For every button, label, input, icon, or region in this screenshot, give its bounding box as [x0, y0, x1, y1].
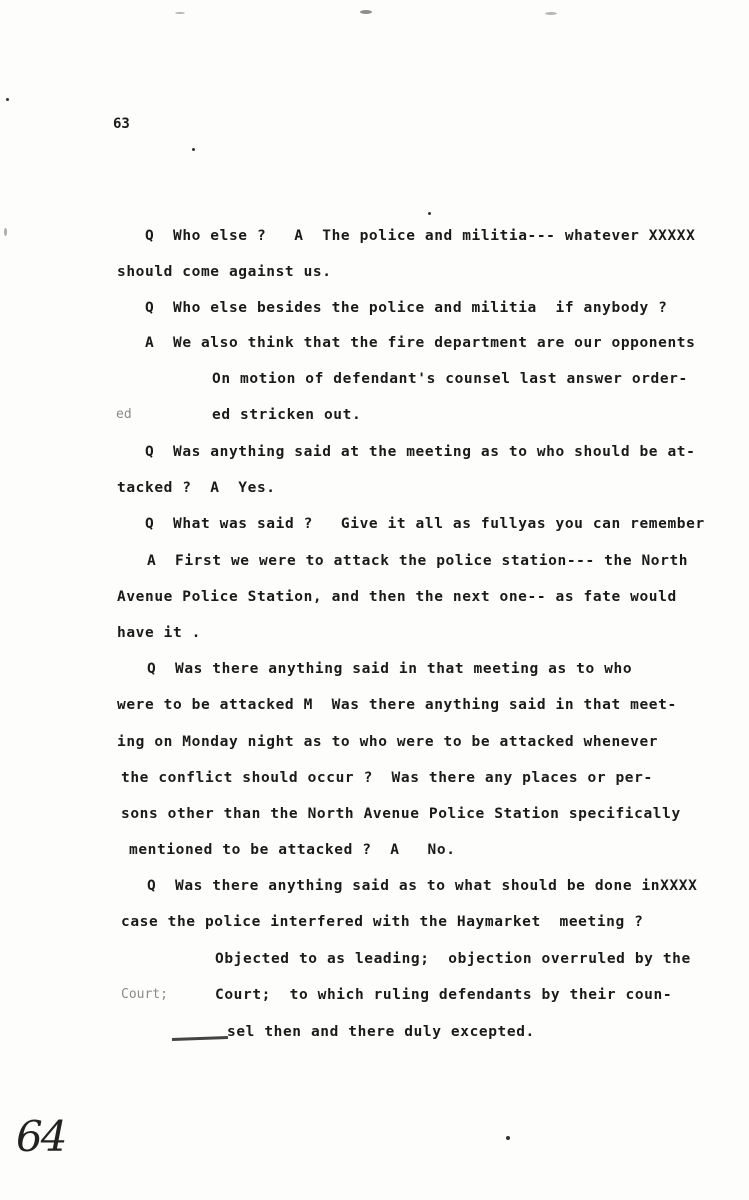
- text-line: sel then and there duly excepted.: [227, 1024, 535, 1040]
- scan-artifact: [428, 212, 431, 215]
- text-line: sons other than the North Avenue Police Station specifically: [121, 806, 681, 822]
- text-line: should come against us.: [117, 264, 332, 280]
- text-line: Q Who else besides the police and militia if anybody ?: [145, 300, 668, 316]
- text-line: ed stricken out.: [212, 407, 362, 423]
- ink-stroke: [172, 1036, 228, 1041]
- text-line: Q Was there anything said as to what should be done inXXXX: [147, 878, 698, 894]
- text-line: Q Who else ? A The police and militia--- whatever XXXXX: [145, 228, 696, 244]
- text-line: Q Was anything said at the meeting as to who should be at-: [145, 444, 696, 460]
- handwritten-page-number: 64: [16, 1112, 66, 1161]
- text-line: Objected to as leading; objection overruled by the: [215, 951, 691, 967]
- scan-artifact: [506, 1136, 510, 1140]
- scan-artifact: [192, 148, 195, 151]
- text-line: Q Was there anything said in that meeting as to who: [147, 661, 633, 677]
- margin-note: Court;: [121, 987, 168, 1002]
- text-line: On motion of defendant's counsel last answer order-: [212, 371, 688, 387]
- text-line: A First we were to attack the police station--- the North: [147, 553, 689, 569]
- scan-artifact: [175, 12, 185, 14]
- scan-artifact: [360, 10, 372, 14]
- text-line: Q What was said ? Give it all as fullyas you can remember: [145, 516, 705, 532]
- text-line: Avenue Police Station, and then the next one-- as fate would: [117, 589, 677, 605]
- text-line: were to be attacked M Was there anything said in that meet-: [117, 697, 677, 713]
- scan-artifact: [545, 12, 557, 15]
- page-number: 63: [113, 116, 130, 132]
- text-line: tacked ? A Yes.: [117, 480, 276, 496]
- text-line: ing on Monday night as to who were to be attacked whenever: [117, 734, 659, 750]
- scan-artifact: [6, 98, 9, 101]
- margin-note: ed: [116, 407, 132, 422]
- text-line: Court; to which ruling defendants by their coun-: [215, 987, 673, 1003]
- text-line: case the police interfered with the Haymarket meeting ?: [121, 914, 644, 930]
- text-line: the conflict should occur ? Was there any places or per-: [121, 770, 653, 786]
- text-line: mentioned to be attacked ? A No.: [129, 842, 456, 858]
- text-line: have it .: [117, 625, 201, 641]
- text-line: A We also think that the fire department are our opponents: [145, 335, 696, 351]
- scan-artifact: [4, 228, 7, 236]
